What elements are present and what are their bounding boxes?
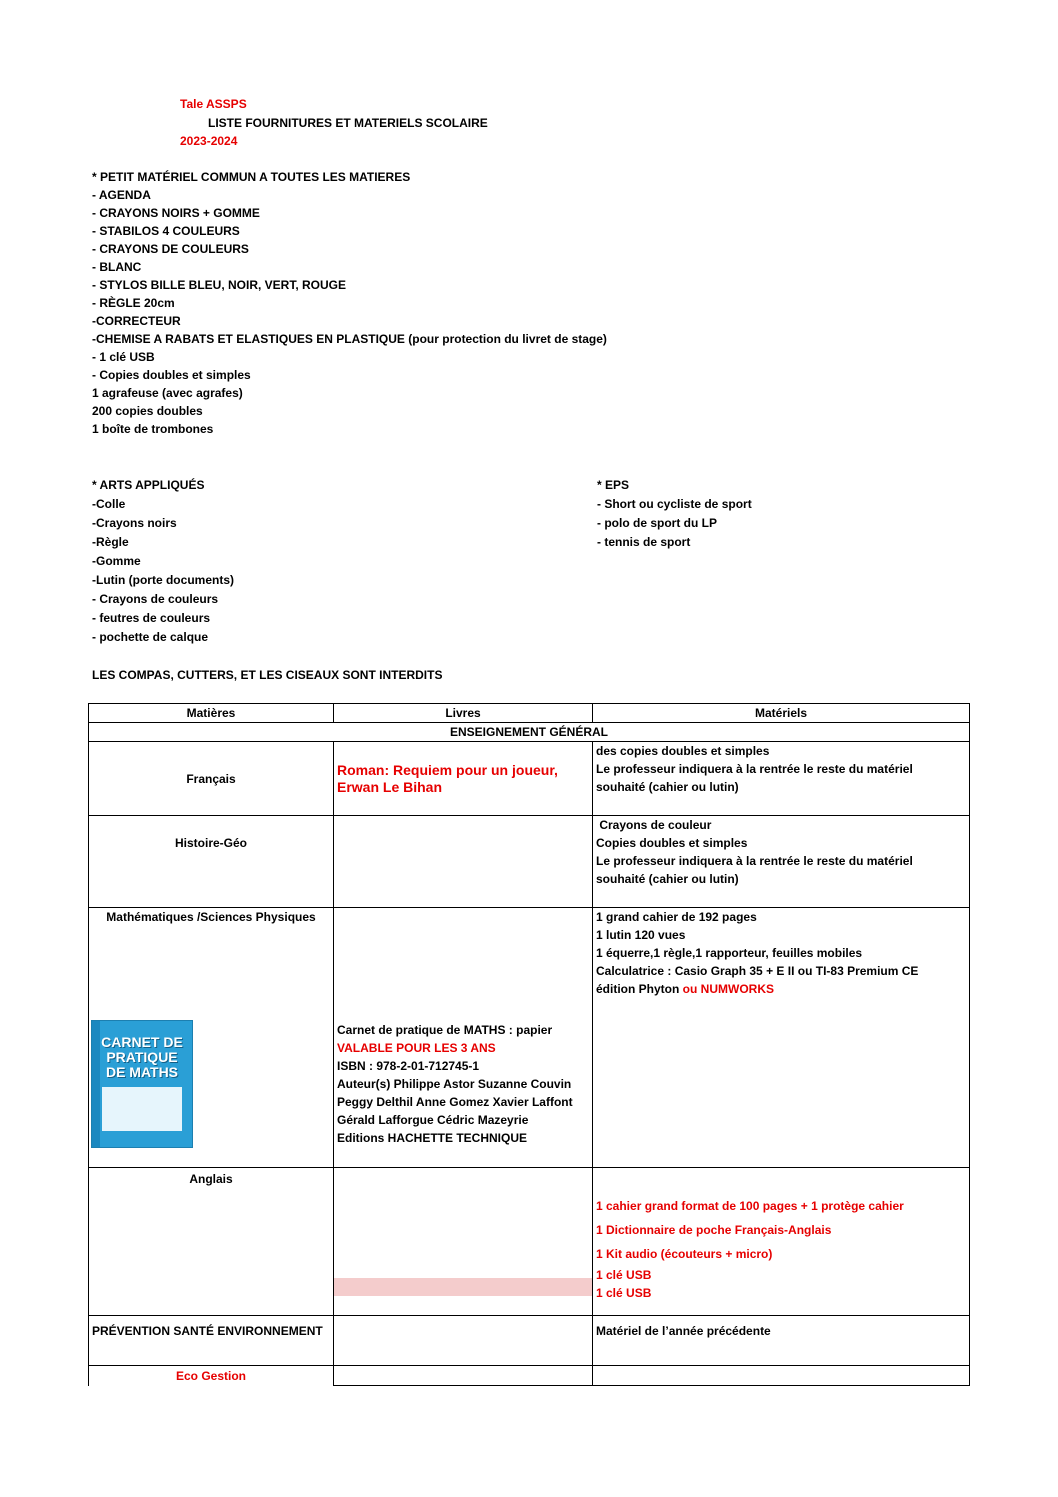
arts-list bbox=[92, 476, 234, 647]
materials-histoire: Crayons de couleur Copies doubles et simples Le professeur indiquera à la rentrée le reste du matériel souhaité (cahier ou lutin) bbox=[593, 816, 970, 908]
header-matieres: Matières bbox=[89, 704, 334, 723]
list-item: 1 boîte de trombones bbox=[92, 422, 214, 436]
list-item: - Copies doubles et simples bbox=[92, 368, 251, 382]
subjects-table bbox=[88, 703, 970, 1386]
list-item: - STABILOS 4 COULEURS bbox=[92, 224, 240, 238]
table-row bbox=[89, 816, 970, 908]
subject-histoire: Histoire-Géo bbox=[89, 816, 334, 908]
list-item: - Crayons de couleurs bbox=[92, 592, 219, 606]
table-header-row bbox=[89, 704, 970, 723]
list-item: - Short ou cycliste de sport bbox=[597, 497, 752, 511]
list-item: - AGENDA bbox=[92, 188, 151, 202]
book-eco bbox=[334, 1366, 593, 1386]
list-item: - polo de sport du LP bbox=[597, 516, 717, 530]
section-row bbox=[89, 723, 970, 742]
materials-anglais: 1 cahier grand format de 100 pages + 1 protège cahier 1 Dictionnaire de poche Français-Anglais 1 Kit audio (écouteurs + micro) 1 clé USB 1 clé USB bbox=[593, 1168, 970, 1316]
subject-maths: Mathématiques /Sciences Physiques bbox=[89, 908, 334, 1168]
header-materiels: Matériels bbox=[593, 704, 970, 723]
table-row bbox=[89, 1366, 970, 1386]
book-anglais bbox=[334, 1168, 593, 1316]
eps-list bbox=[597, 476, 752, 552]
subject-francais: Français bbox=[89, 742, 334, 816]
materials-pse: Matériel de l’année précédente bbox=[593, 1316, 970, 1366]
book-francais: Roman: Requiem pour un joueur, Erwan Le Bihan bbox=[334, 742, 593, 816]
list-item: - CRAYONS DE COULEURS bbox=[92, 242, 249, 256]
table-row bbox=[89, 1168, 970, 1316]
list-item: - RÈGLE 20cm bbox=[92, 296, 175, 310]
list-item: -Colle bbox=[92, 497, 126, 511]
book-pse bbox=[334, 1316, 593, 1366]
list-item: - STYLOS BILLE BLEU, NOIR, VERT, ROUGE bbox=[92, 278, 347, 292]
highlight-cell bbox=[334, 1278, 592, 1296]
arts-heading: * ARTS APPLIQUÉS bbox=[92, 478, 205, 492]
subject-pse: PRÉVENTION SANTÉ ENVIRONNEMENT bbox=[89, 1316, 334, 1366]
table-row bbox=[89, 742, 970, 816]
list-item: -CHEMISE A RABATS ET ELASTIQUES EN PLASTIQUE (pour protection du livret de stage) bbox=[92, 332, 607, 346]
list-item: -Crayons noirs bbox=[92, 516, 177, 530]
list-item: -Règle bbox=[92, 535, 129, 549]
list-item: 1 agrafeuse (avec agrafes) bbox=[92, 386, 243, 400]
subject-anglais: Anglais bbox=[89, 1168, 334, 1316]
materials-maths: 1 grand cahier de 192 pages 1 lutin 120 vues 1 équerre,1 règle,1 rapporteur, feuilles mobiles Calculatrice : Casio Graph 35 + E II ou TI-83 Premium CE édition Phyton ou NUMWORKS bbox=[593, 908, 970, 1168]
list-item: - pochette de calque bbox=[92, 630, 209, 644]
book-histoire bbox=[334, 816, 593, 908]
list-item: 200 copies doubles bbox=[92, 404, 203, 418]
school-year: 2023-2024 bbox=[180, 134, 238, 148]
list-item: -CORRECTEUR bbox=[92, 314, 181, 328]
book-maths: Carnet de pratique de MATHS : papier VALABLE POUR LES 3 ANS ISBN : 978-2-01-712745-1 Auteur(s) Philippe Astor Suzanne Couvin Peggy Delthil Anne Gomez Xavier Laffont Gérald Lafforgue Cédric Mazeyrie Editions HACHETTE TECHNIQUE bbox=[334, 908, 593, 1168]
book-cover-image: CARNET DE PRATIQUE DE MATHS bbox=[91, 1020, 193, 1148]
list-item: -Lutin (porte documents) bbox=[92, 573, 234, 587]
page-title: LISTE FOURNITURES ET MATERIELS SCOLAIRE bbox=[208, 116, 488, 130]
section-title: ENSEIGNEMENT GÉNÉRAL bbox=[89, 723, 970, 742]
list-item: - feutres de couleurs bbox=[92, 611, 211, 625]
common-supplies bbox=[92, 168, 607, 438]
subject-eco: Eco Gestion bbox=[89, 1366, 334, 1386]
common-heading: * PETIT MATÉRIEL COMMUN A TOUTES LES MATIERES bbox=[92, 170, 411, 184]
list-item: -Gomme bbox=[92, 554, 141, 568]
materials-eco bbox=[593, 1366, 970, 1386]
warning-text: LES COMPAS, CUTTERS, ET LES CISEAUX SONT INTERDITS bbox=[92, 668, 443, 682]
materials-francais: des copies doubles et simples Le professeur indiquera à la rentrée le reste du matériel souhaité (cahier ou lutin) bbox=[593, 742, 970, 816]
class-name: Tale ASSPS bbox=[180, 97, 247, 111]
list-item: - 1 clé USB bbox=[92, 350, 155, 364]
list-item: - CRAYONS NOIRS + GOMME bbox=[92, 206, 260, 220]
list-item: - BLANC bbox=[92, 260, 142, 274]
list-item: - tennis de sport bbox=[597, 535, 691, 549]
header-livres: Livres bbox=[334, 704, 593, 723]
eps-heading: * EPS bbox=[597, 478, 630, 492]
table-row bbox=[89, 1316, 970, 1366]
table-row bbox=[89, 908, 970, 1168]
